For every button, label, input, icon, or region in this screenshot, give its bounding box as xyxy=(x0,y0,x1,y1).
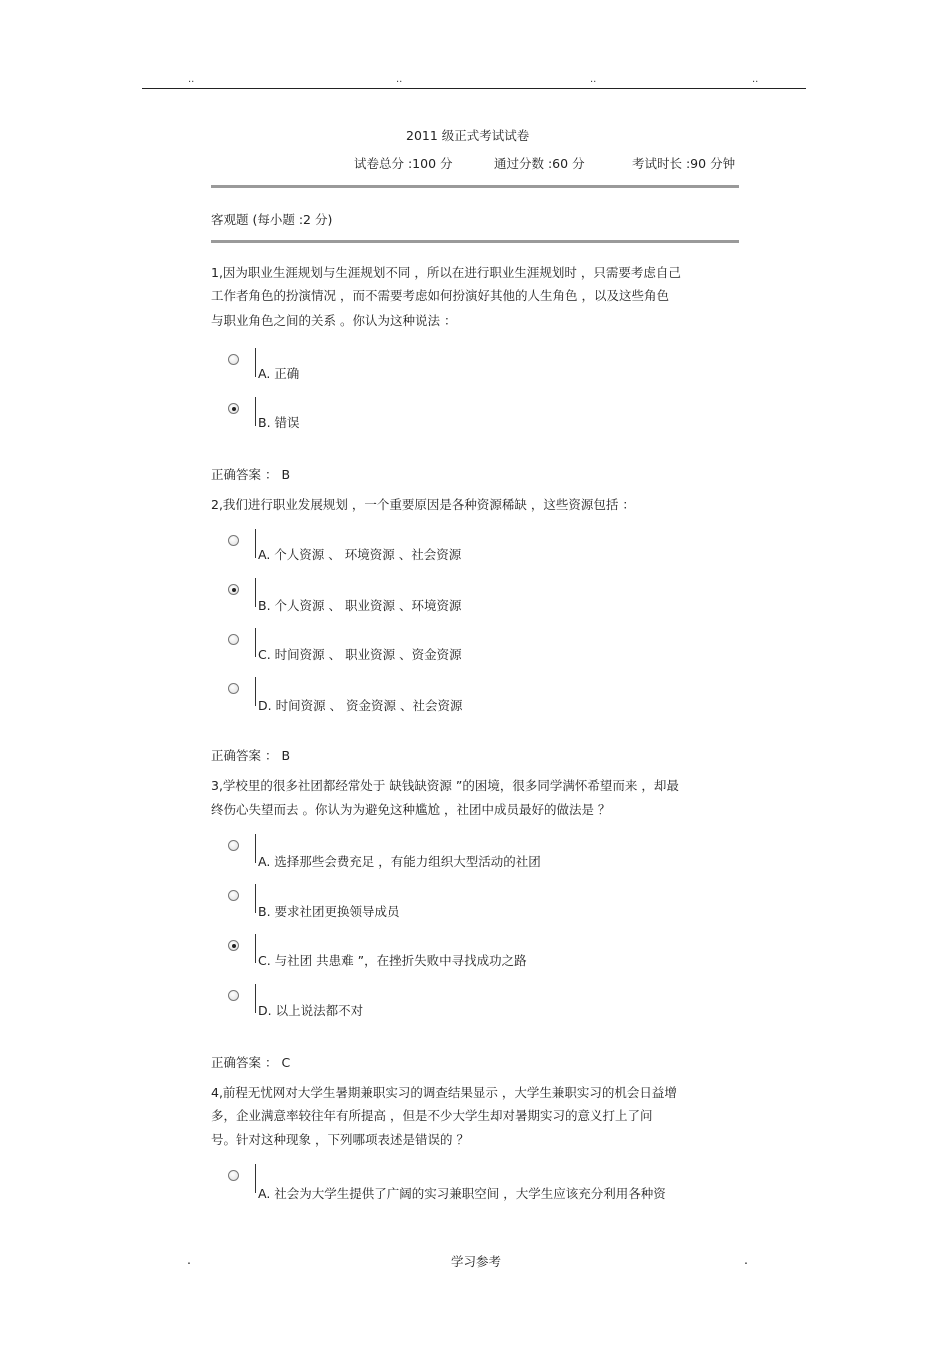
radio-button-selected[interactable] xyxy=(228,940,239,951)
option-divider xyxy=(255,884,256,913)
footer-caption: 学习参考 xyxy=(451,1254,502,1269)
radio-button[interactable] xyxy=(228,840,239,851)
option-divider xyxy=(255,834,256,863)
footer-dot-left: . xyxy=(187,1252,191,1267)
option-label[interactable]: B. 要求社团更换领导成员 xyxy=(258,904,400,919)
option-label[interactable]: D. 时间资源 、 资金资源 、社会资源 xyxy=(258,698,463,713)
exam-duration: 考试时长 :90 分钟 xyxy=(632,156,736,171)
question-text: 工作者角色的扮演情况 ，而不需要考虑如何扮演好其他的人生角色 ，以及这些角色 xyxy=(211,288,669,303)
option-label[interactable]: C. 与社团 共患难 ”，在挫折失败中寻找成功之路 xyxy=(258,953,527,968)
option-divider xyxy=(255,934,256,963)
exam-title: 2011 级正式考试试卷 xyxy=(406,128,530,143)
question-text: 与职业角色之间的关系 。你认为这种说法 ： xyxy=(211,313,457,328)
option-label[interactable]: A. 正确 xyxy=(258,366,300,381)
header-dot: .. xyxy=(590,74,597,85)
correct-answer: 正确答案 ： B xyxy=(211,748,291,763)
radio-button-selected[interactable] xyxy=(228,403,239,414)
radio-button[interactable] xyxy=(228,535,239,546)
radio-button[interactable] xyxy=(228,634,239,645)
radio-button[interactable] xyxy=(228,354,239,365)
option-divider xyxy=(255,1164,256,1193)
question-text: 3,学校里的很多社团都经常处于 缺钱缺资源 ”的困境，很多同学满怀希望而来 ，却最 xyxy=(211,778,679,793)
question-text: 终伤心失望而去 。你认为为避免这种尴尬 ，社团中成员最好的做法是 ？ xyxy=(211,802,611,817)
question-text: 1,因为职业生涯规划与生涯规划不同 ，所以在进行职业生涯规划时 ，只需要考虑自己 xyxy=(211,265,681,280)
section-title: 客观题 (每小题 :2 分) xyxy=(211,212,333,227)
option-label[interactable]: A. 社会为大学生提供了广阔的实习兼职空间 ，大学生应该充分利用各种资 xyxy=(258,1186,666,1201)
option-label[interactable]: B. 错误 xyxy=(258,415,300,430)
header-rule xyxy=(142,88,806,89)
header-dot: .. xyxy=(396,74,403,85)
option-label[interactable]: B. 个人资源 、 职业资源 、环境资源 xyxy=(258,598,462,613)
option-divider xyxy=(255,578,256,607)
footer-dot-right: . xyxy=(744,1252,748,1267)
radio-button-selected[interactable] xyxy=(228,584,239,595)
question-text: 4,前程无忧网对大学生暑期兼职实习的调查结果显示 ，大学生兼职实习的机会日益增 xyxy=(211,1085,677,1100)
correct-answer: 正确答案 ： C xyxy=(211,1055,291,1070)
option-divider xyxy=(255,348,256,377)
question-text: 多，企业满意率较往年有所提高 ，但是不少大学生却对暑期实习的意义打上了问 xyxy=(211,1108,653,1123)
header-dot: .. xyxy=(188,74,195,85)
exam-pass-score: 通过分数 :60 分 xyxy=(494,156,585,171)
question-text: 2,我们进行职业发展规划 ，一个重要原因是各种资源稀缺 ，这些资源包括 ： xyxy=(211,497,635,512)
section-divider xyxy=(211,185,739,188)
option-label[interactable]: A. 个人资源 、 环境资源 、社会资源 xyxy=(258,547,462,562)
option-label[interactable]: D. 以上说法都不对 xyxy=(258,1003,364,1018)
option-divider xyxy=(255,984,256,1013)
option-divider xyxy=(255,529,256,558)
radio-button[interactable] xyxy=(228,890,239,901)
exam-total-score: 试卷总分 :100 分 xyxy=(354,156,453,171)
option-divider xyxy=(255,628,256,657)
radio-button[interactable] xyxy=(228,990,239,1001)
option-label[interactable]: C. 时间资源 、 职业资源 、资金资源 xyxy=(258,647,462,662)
radio-button[interactable] xyxy=(228,1170,239,1181)
option-divider xyxy=(255,397,256,426)
section-divider xyxy=(211,240,739,243)
option-divider xyxy=(255,677,256,706)
radio-button[interactable] xyxy=(228,683,239,694)
option-label[interactable]: A. 选择那些会费充足 ，有能力组织大型活动的社团 xyxy=(258,854,541,869)
header-dot: .. xyxy=(752,74,759,85)
question-text: 号。针对这种现象 ，下列哪项表述是错误的 ？ xyxy=(211,1132,469,1147)
correct-answer: 正确答案 ： B xyxy=(211,467,291,482)
